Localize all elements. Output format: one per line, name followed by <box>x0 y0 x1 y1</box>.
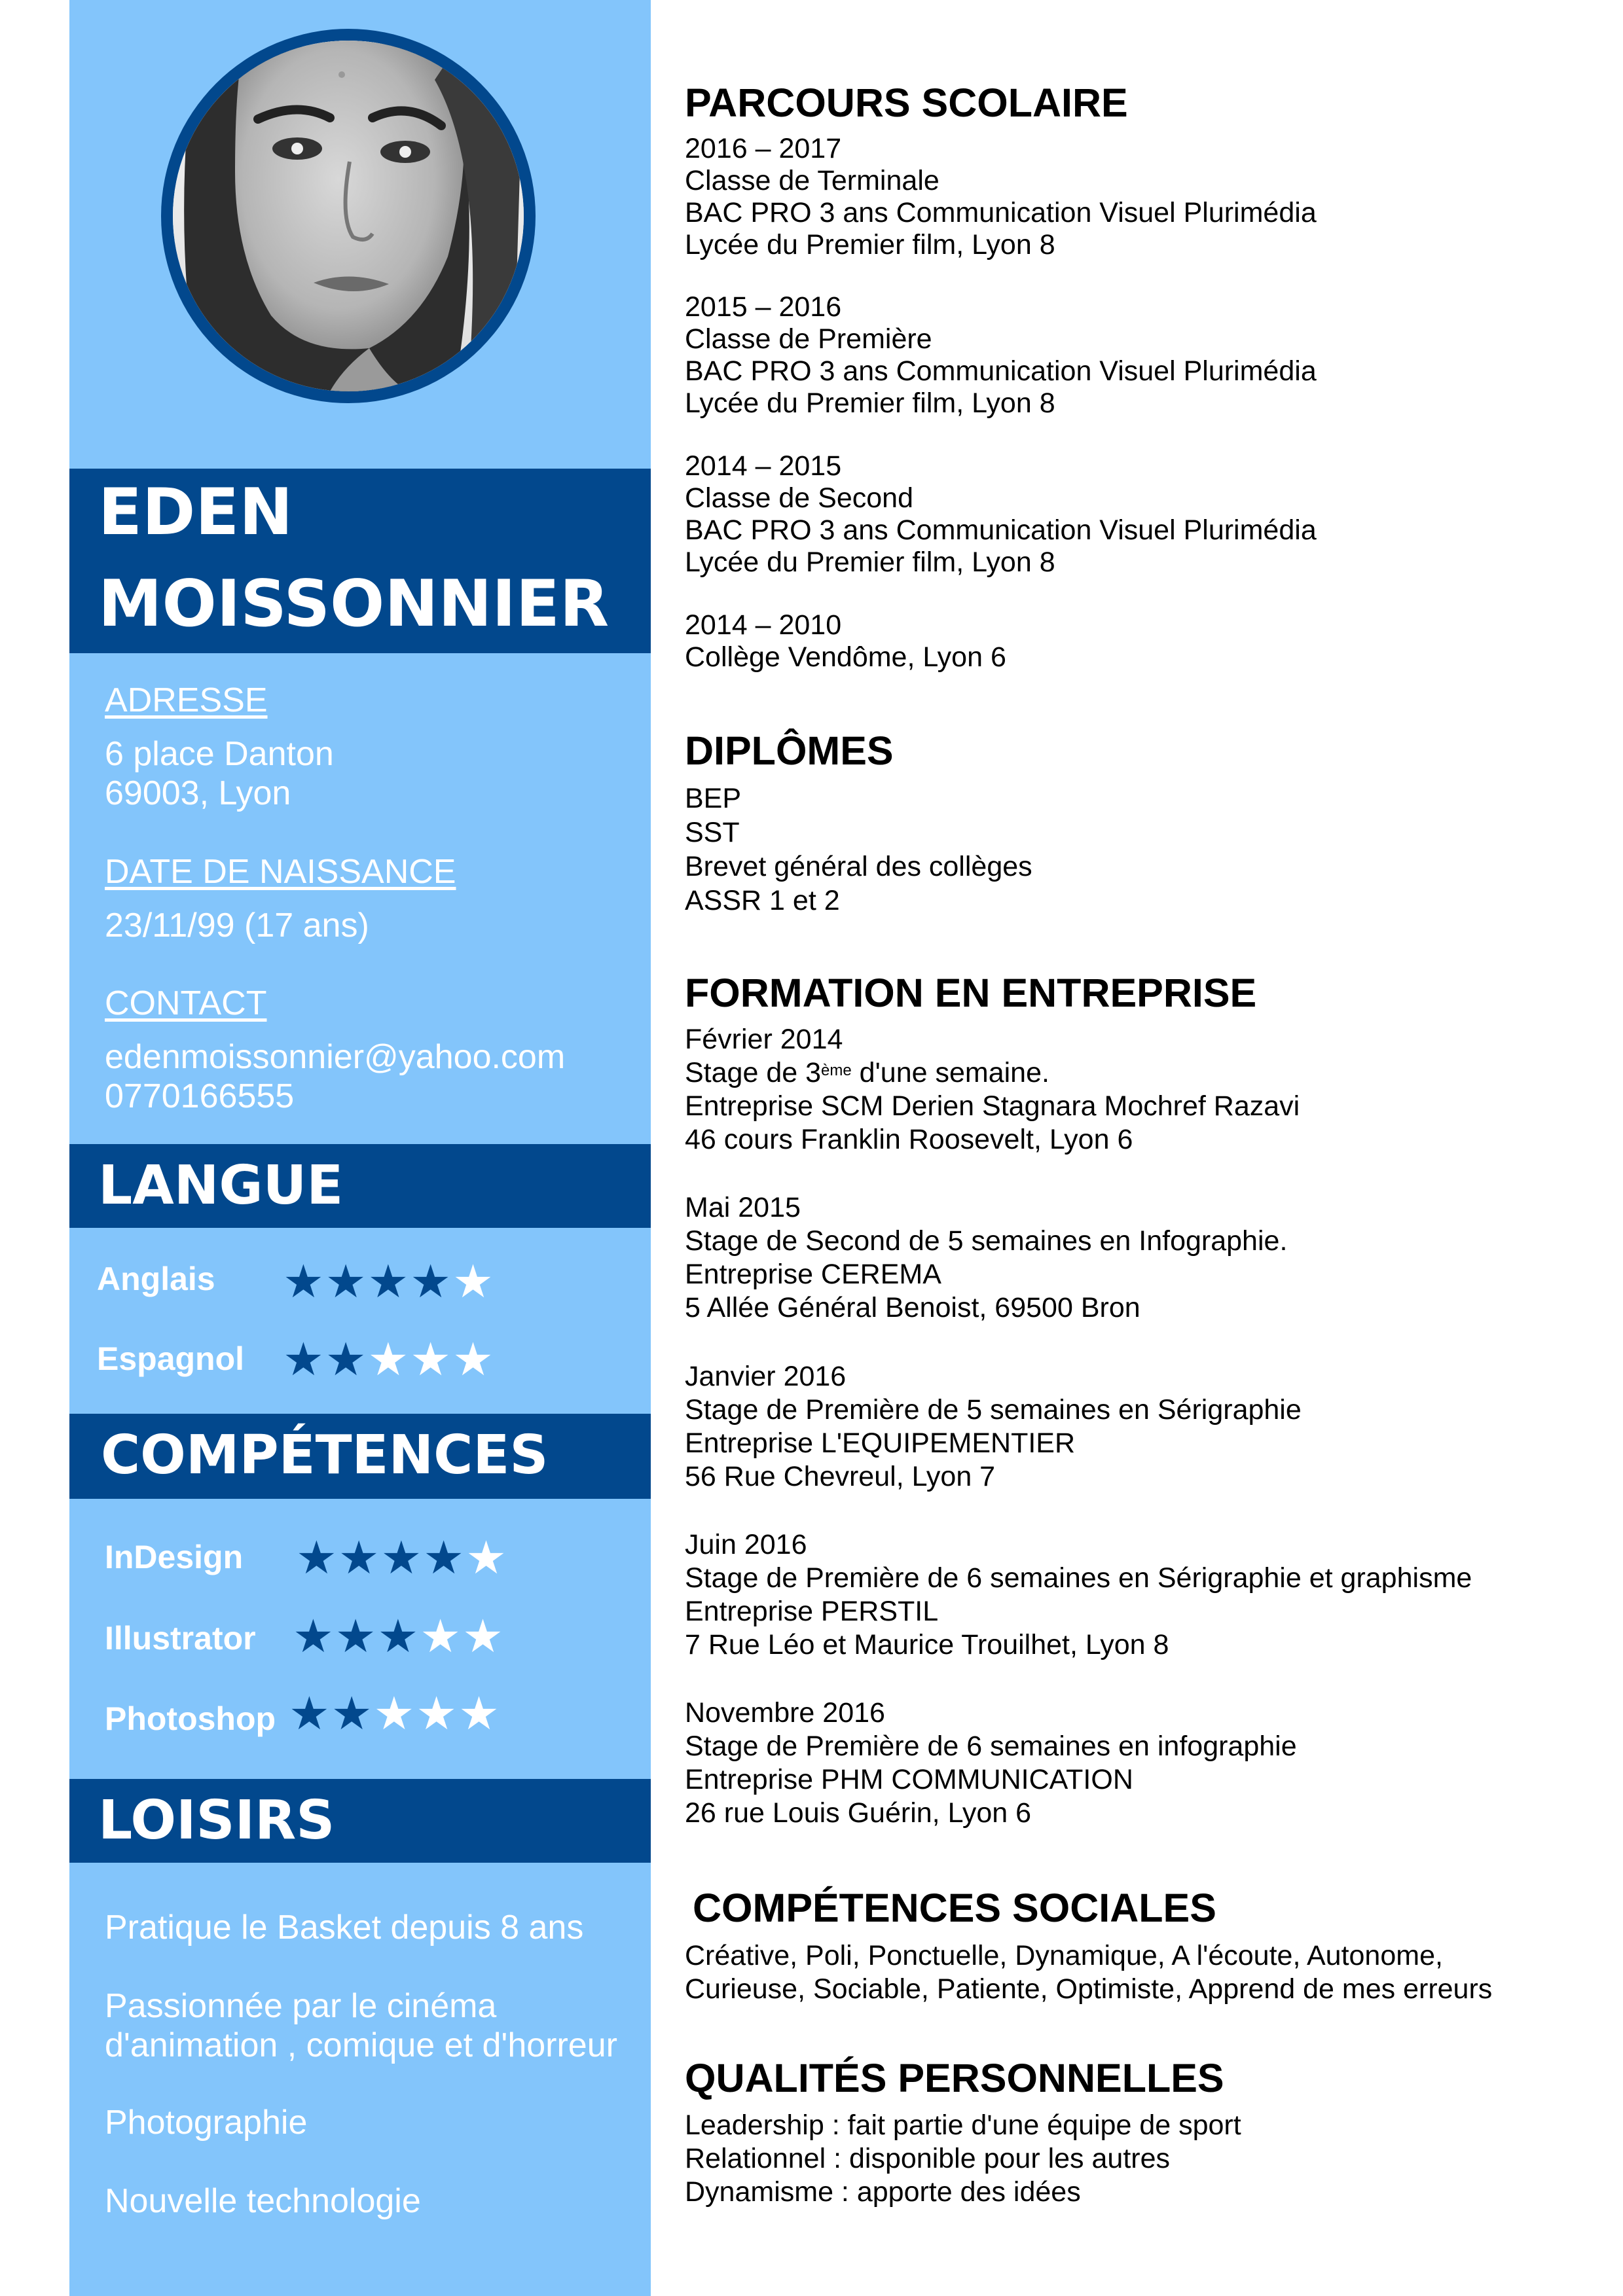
star-filled-icon: ★ <box>325 1256 368 1307</box>
address-line-2: 69003, Lyon <box>105 774 291 812</box>
social-skills-line: Curieuse, Sociable, Patiente, Optimiste, Apprend de mes erreurs <box>685 1973 1493 2005</box>
name-band <box>69 469 651 653</box>
diploma-item: ASSR 1 et 2 <box>685 885 840 916</box>
star-empty-icon: ★ <box>410 1334 453 1385</box>
star-empty-icon: ★ <box>416 1688 459 1739</box>
internship-company: Entreprise SCM Derien Stagnara Mochref Razavi <box>685 1090 1300 1122</box>
hobby-item: Nouvelle technologie <box>105 2182 421 2220</box>
school-years: 2016 – 2017 <box>685 133 842 164</box>
star-empty-icon: ★ <box>465 1532 508 1583</box>
internship-company: Entreprise PERSTIL <box>685 1596 939 1627</box>
rating-stars <box>283 1255 495 1308</box>
profile-photo <box>173 41 524 391</box>
internship-company: Entreprise PHM COMMUNICATION <box>685 1764 1133 1795</box>
quality-line: Relationnel : disponible pour les autres <box>685 2143 1171 2174</box>
loisirs-band <box>69 1779 651 1863</box>
parcours-heading: PARCOURS SCOLAIRE <box>685 81 1128 125</box>
star-filled-icon: ★ <box>296 1532 338 1583</box>
rating-stars <box>293 1610 505 1662</box>
star-filled-icon: ★ <box>380 1532 424 1583</box>
hobby-item: Pratique le Basket depuis 8 ans <box>105 1909 584 1946</box>
star-empty-icon: ★ <box>367 1334 410 1385</box>
quality-line: Leadership : fait partie d'une équipe de sport <box>685 2109 1241 2141</box>
quality-line: Dynamisme : apporte des idées <box>685 2176 1081 2208</box>
internship-address: 56 Rue Chevreul, Lyon 7 <box>685 1461 996 1492</box>
star-filled-icon: ★ <box>423 1532 466 1583</box>
star-filled-icon: ★ <box>410 1256 453 1307</box>
star-filled-icon: ★ <box>377 1611 420 1662</box>
internship-address: 46 cours Franklin Roosevelt, Lyon 6 <box>685 1124 1133 1155</box>
internship-date: Janvier 2016 <box>685 1361 847 1392</box>
hobby-item: d'animation , comique et d'horreur <box>105 2026 617 2064</box>
school-name: Lycée du Premier film, Lyon 8 <box>685 387 1055 419</box>
language-label: Espagnol <box>97 1340 245 1377</box>
star-filled-icon: ★ <box>283 1334 325 1385</box>
school-years: 2014 – 2010 <box>685 609 842 641</box>
rating-stars <box>289 1687 501 1740</box>
star-empty-icon: ★ <box>452 1334 495 1385</box>
internship-date: Novembre 2016 <box>685 1697 885 1729</box>
hobby-item: Passionnée par le cinéma <box>105 1987 497 2025</box>
langue-band <box>69 1144 651 1228</box>
school-years: 2015 – 2016 <box>685 291 842 323</box>
diplomes-heading: DIPLÔMES <box>685 728 894 773</box>
diploma-item: Brevet général des collèges <box>685 851 1032 882</box>
internship-date: Février 2014 <box>685 1024 843 1055</box>
school-class: Classe de Terminale <box>685 165 939 196</box>
portrait-image <box>173 41 524 391</box>
internship-title: Stage de Première de 5 semaines en Sérigraphie <box>685 1394 1302 1426</box>
formation-heading: FORMATION EN ENTREPRISE <box>685 971 1257 1015</box>
address-heading: ADRESSE <box>105 681 268 719</box>
star-empty-icon: ★ <box>458 1688 501 1739</box>
internship-address: 7 Rue Léo et Maurice Trouilhet, Lyon 8 <box>685 1629 1169 1660</box>
internship-title-sup: ème <box>821 1062 852 1079</box>
school-name: Lycée du Premier film, Lyon 8 <box>685 229 1055 260</box>
star-empty-icon: ★ <box>373 1688 416 1739</box>
internship-title-post: d'une semaine. <box>851 1057 1049 1088</box>
school-class: Classe de Première <box>685 323 932 355</box>
rating-stars <box>283 1333 495 1386</box>
school-class: Classe de Second <box>685 482 913 514</box>
software-label: InDesign <box>105 1539 244 1575</box>
star-filled-icon: ★ <box>331 1688 374 1739</box>
school-diploma: BAC PRO 3 ans Communication Visuel Plurimédia <box>685 514 1317 546</box>
loisirs-heading: LOISIRS <box>98 1789 335 1852</box>
internship-title: Stage de Second de 5 semaines en Infographie. <box>685 1225 1288 1257</box>
birthdate-value: 23/11/99 (17 ans) <box>105 906 369 944</box>
internship-company: Entreprise CEREMA <box>685 1259 941 1290</box>
school-name: Collège Vendôme, Lyon 6 <box>685 641 1006 673</box>
competences-heading: COMPÉTENCES <box>101 1424 549 1486</box>
address-line-1: 6 place Danton <box>105 735 334 773</box>
school-years: 2014 – 2015 <box>685 450 842 482</box>
star-empty-icon: ★ <box>420 1611 463 1662</box>
contact-phone[interactable]: 0770166555 <box>105 1077 295 1115</box>
language-label: Anglais <box>97 1261 215 1297</box>
software-label: Photoshop <box>105 1700 276 1737</box>
internship-address: 5 Allée Général Benoist, 69500 Bron <box>685 1292 1140 1323</box>
software-label: Illustrator <box>105 1620 256 1657</box>
internship-date: Juin 2016 <box>685 1529 807 1560</box>
internship-title-pre: Stage de 3 <box>685 1057 822 1088</box>
star-filled-icon: ★ <box>325 1334 368 1385</box>
qualites-heading: QUALITÉS PERSONNELLES <box>685 2056 1224 2100</box>
sociales-heading: COMPÉTENCES SOCIALES <box>693 1886 1216 1930</box>
contact-heading: CONTACT <box>105 984 267 1022</box>
internship-title: Stage de Première de 6 semaines en infographie <box>685 1731 1297 1762</box>
internship-title <box>685 1056 1049 1090</box>
birthdate-heading: DATE DE NAISSANCE <box>105 853 456 891</box>
competences-band <box>69 1414 651 1499</box>
school-diploma: BAC PRO 3 ans Communication Visuel Plurimédia <box>685 355 1317 387</box>
star-filled-icon: ★ <box>293 1611 335 1662</box>
star-filled-icon: ★ <box>289 1688 331 1739</box>
star-empty-icon: ★ <box>462 1611 505 1662</box>
diploma-item: BEP <box>685 783 742 814</box>
internship-company: Entreprise L'EQUIPEMENTIER <box>685 1427 1076 1459</box>
social-skills-line: Créative, Poli, Ponctuelle, Dynamique, A l'écoute, Autonome, <box>685 1940 1443 1971</box>
internship-title: Stage de Première de 6 semaines en Sérigraphie et graphisme <box>685 1562 1472 1594</box>
star-filled-icon: ★ <box>338 1532 381 1583</box>
star-empty-icon: ★ <box>452 1256 495 1307</box>
langue-heading: LANGUE <box>98 1155 344 1217</box>
star-filled-icon: ★ <box>283 1256 325 1307</box>
contact-email[interactable]: edenmoissonnier@yahoo.com <box>105 1038 566 1076</box>
hobby-item: Photographie <box>105 2104 308 2142</box>
last-name: MOISSONNIER <box>98 567 610 641</box>
internship-address: 26 rue Louis Guérin, Lyon 6 <box>685 1797 1032 1829</box>
school-diploma: BAC PRO 3 ans Communication Visuel Plurimédia <box>685 197 1317 228</box>
star-filled-icon: ★ <box>367 1256 410 1307</box>
star-filled-icon: ★ <box>335 1611 378 1662</box>
school-name: Lycée du Premier film, Lyon 8 <box>685 547 1055 578</box>
first-name: EDEN <box>98 475 293 550</box>
rating-stars <box>296 1532 508 1584</box>
diploma-item: SST <box>685 817 740 848</box>
internship-date: Mai 2015 <box>685 1192 801 1223</box>
